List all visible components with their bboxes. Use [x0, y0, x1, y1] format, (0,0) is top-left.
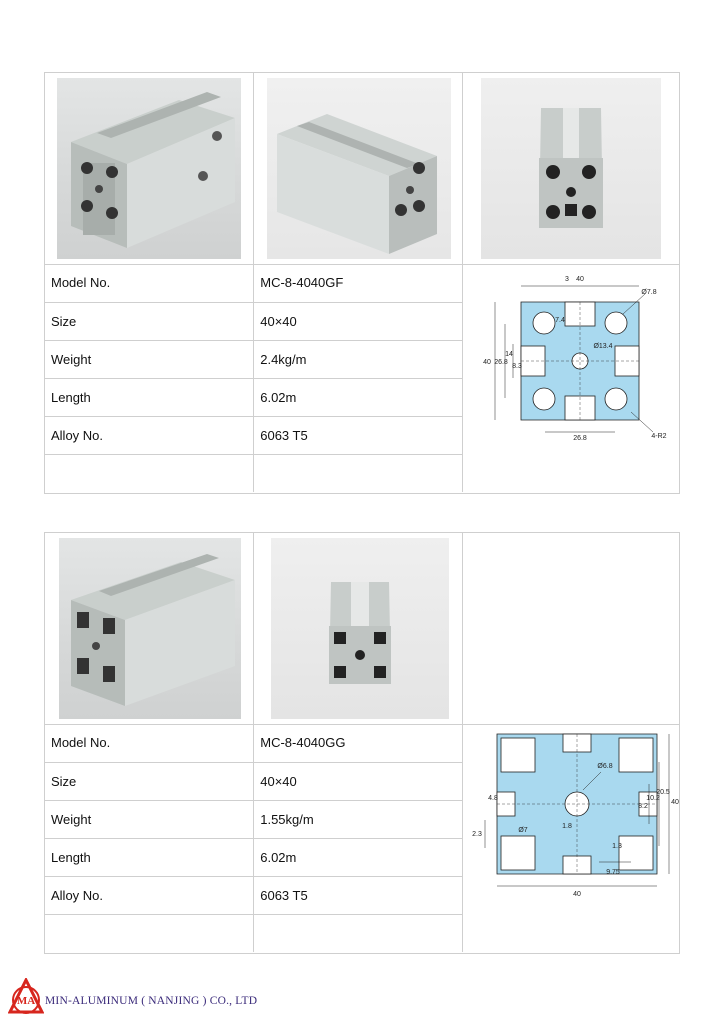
photo-row: [45, 73, 679, 265]
dim-right-102: 10.2: [646, 795, 660, 802]
company-footer: [8, 978, 308, 1018]
table-row: [45, 264, 463, 302]
spec-label: Weight: [45, 800, 254, 838]
dim-left-48: 4.8: [488, 795, 498, 802]
dim-right-82: 8.2: [638, 803, 648, 810]
dim-diag-2: Ø13.4: [593, 343, 613, 350]
spec-label: Alloy No.: [45, 416, 254, 454]
dim-diag: Ø7: [518, 827, 528, 834]
product-block-4040gf: [44, 72, 680, 494]
spec-value: MC-8-4040GF: [254, 264, 463, 302]
spec-label: Size: [45, 302, 254, 340]
table-row: [45, 838, 463, 876]
table-row: [45, 914, 463, 952]
photo-cell-1: [45, 533, 254, 724]
product-block-4040gg: [44, 532, 680, 954]
dim-bottom-975: 9.75: [606, 869, 620, 876]
profile-shape: [497, 734, 657, 874]
table-row: [45, 876, 463, 914]
table-row: [45, 800, 463, 838]
dim-right-205: 20.5: [656, 789, 670, 796]
product-photo-angle-2: [267, 78, 451, 259]
dim-left-83: 8.3: [512, 363, 522, 370]
table-row: [45, 454, 463, 492]
spec-value: 6.02m: [254, 838, 463, 876]
technical-drawing: [463, 724, 680, 954]
spec-value: 40×40: [254, 762, 463, 800]
dim-left-inner: 26.8: [494, 359, 508, 366]
dim-left-14: 14: [505, 351, 513, 358]
photo-cell-3: [463, 73, 680, 264]
dim-corner: 4-R2: [651, 433, 667, 440]
table-row: [45, 724, 463, 762]
dim-top: 40: [576, 276, 584, 283]
table-row: [45, 762, 463, 800]
spec-value: MC-8-4040GG: [254, 724, 463, 762]
spec-label: Alloy No.: [45, 876, 254, 914]
spec-label: [45, 914, 254, 952]
photo-row: [45, 533, 679, 725]
dim-left-23: 2.3: [472, 831, 482, 838]
dim-mid-18: 1.8: [562, 823, 572, 830]
dim-left: 40: [483, 359, 491, 366]
photo-cell-3-empty: [463, 533, 680, 724]
dim-bottom: 40: [573, 891, 581, 898]
profile-shape: [521, 302, 639, 420]
spec-value: [254, 914, 463, 952]
dim-right: 40: [671, 799, 679, 806]
spec-table: [45, 264, 463, 492]
spec-label: Model No.: [45, 264, 254, 302]
company-logo-icon: [8, 978, 44, 1018]
spec-label: Size: [45, 762, 254, 800]
dim-small-13: 1.3: [612, 843, 622, 850]
spec-value: 6.02m: [254, 378, 463, 416]
product-photo-angle-1: [57, 78, 241, 259]
product-photo-end-view: [271, 538, 449, 719]
spec-table: [45, 724, 463, 952]
technical-drawing: [463, 264, 680, 494]
company-name: MIN-ALUMINUM ( NANJING ) CO., LTD: [45, 995, 258, 1007]
spec-label: Model No.: [45, 724, 254, 762]
spec-value: 6063 T5: [254, 876, 463, 914]
spec-label: Length: [45, 378, 254, 416]
spec-value: 1.55kg/m: [254, 800, 463, 838]
dim-diag-1: Ø7.8: [641, 289, 657, 296]
spec-label: Weight: [45, 340, 254, 378]
table-row: [45, 378, 463, 416]
photo-cell-2: [254, 533, 463, 724]
spec-value: 40×40: [254, 302, 463, 340]
spec-value: 2.4kg/m: [254, 340, 463, 378]
photo-cell-2: [254, 73, 463, 264]
spec-label: [45, 454, 254, 492]
product-photo-angle-1: [59, 538, 241, 719]
dim-center: Ø6.8: [597, 763, 613, 770]
dim-top-small: 3: [565, 276, 569, 283]
spec-label: Length: [45, 838, 254, 876]
table-row: [45, 340, 463, 378]
dim-slot: 7.4: [555, 317, 565, 324]
table-row: [45, 416, 463, 454]
logo-text: MA: [16, 995, 36, 1007]
photo-cell-1: [45, 73, 254, 264]
table-row: [45, 302, 463, 340]
dim-bottom: 26.8: [573, 435, 587, 442]
spec-value: 6063 T5: [254, 416, 463, 454]
product-photo-end-view: [481, 78, 661, 259]
spec-value: [254, 454, 463, 492]
